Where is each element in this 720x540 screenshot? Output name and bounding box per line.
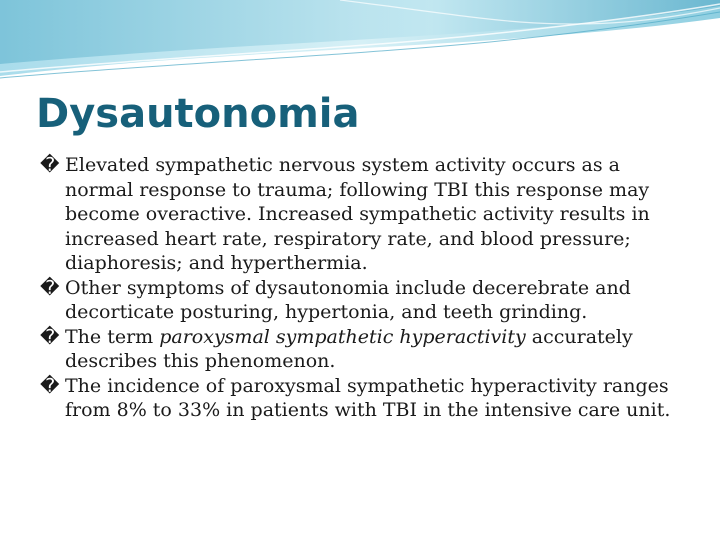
bullet-item (40, 153, 690, 276)
bullet-text: The incidence of paroxysmal sympathetic hyperactivity ranges from 8% to 33% in patients with TBI in the intensive care unit. (65, 374, 671, 421)
bullet-list (40, 153, 690, 423)
bullet-marker-icon: � (40, 154, 60, 176)
bullet-text-before: The term (65, 325, 160, 348)
bullet-item (40, 276, 690, 325)
bullet-marker-icon: � (40, 325, 60, 348)
bullet-item (40, 325, 690, 374)
bullet-text: Other symptoms of dysautonomia include decerebrate and decorticate posturing, hypertonia, and teeth grinding. (65, 276, 631, 323)
bullet-text: Elevated sympathetic nervous system activity occurs as a normal response to trauma; following TBI this response may become overactive. Increased sympathetic activity results in increased heart rate, respiratory rate, and blood pressure; diaphoresis; and hyperthermia. (65, 154, 650, 274)
bullet-item (40, 374, 690, 423)
bullet-marker-icon: � (40, 374, 60, 397)
header-wave-decoration (0, 0, 720, 90)
wave-band-mid (0, 0, 720, 64)
bullet-marker-icon: � (40, 276, 60, 299)
bullet-text-italic-term: paroxysmal sympathetic hyperactivity (159, 325, 526, 348)
bullet-text-after: accurately describes this phenomenon. (65, 325, 633, 372)
slide-title: Dysautonomia (36, 91, 360, 137)
